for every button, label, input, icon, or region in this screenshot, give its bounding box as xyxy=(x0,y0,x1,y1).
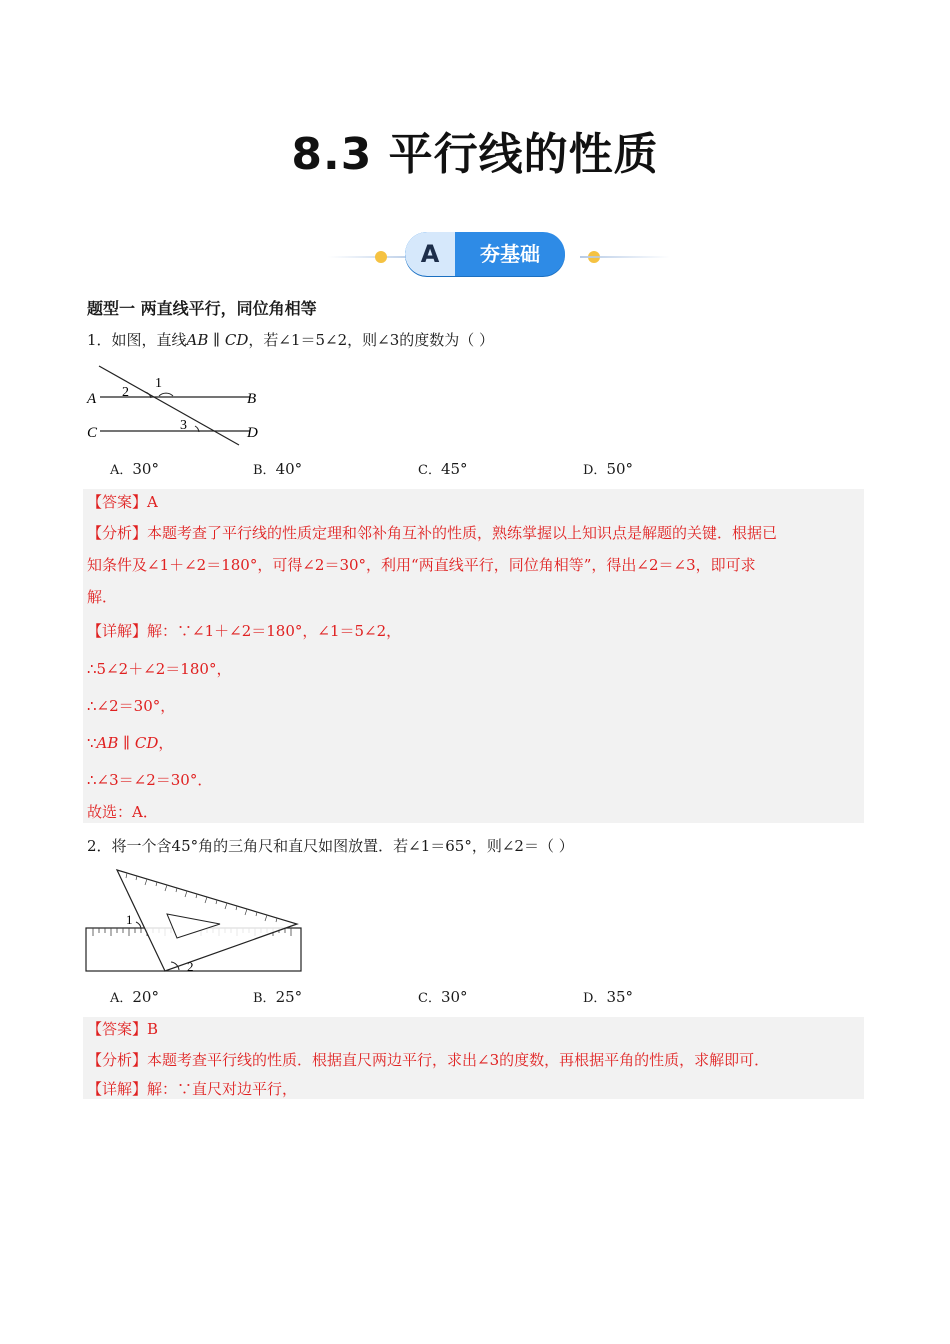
q1-option-b[interactable] xyxy=(253,459,302,481)
q1-stem-math: AB ∥ CD xyxy=(186,331,249,349)
q2-detail-line xyxy=(87,1079,297,1099)
q1-detail-line-5: ∴∠3＝∠2＝30°． xyxy=(87,771,213,789)
detail-math: AB ∥ CD xyxy=(96,734,159,752)
label-a: A xyxy=(87,391,97,407)
label-d: D xyxy=(247,425,258,441)
q1-choose-line: 故选：A． xyxy=(87,803,158,821)
option-value: 30° xyxy=(440,988,468,1006)
label-angle-1: 1 xyxy=(155,376,162,391)
section-letter: A xyxy=(405,232,455,276)
q1-detail-line-1 xyxy=(87,621,401,641)
question-1-stem xyxy=(87,330,494,350)
option-value: 35° xyxy=(606,988,634,1006)
q2-option-a[interactable] xyxy=(110,987,159,1009)
q1-answer-box xyxy=(83,489,864,823)
transversal xyxy=(99,366,239,445)
option-label: C． xyxy=(418,463,441,478)
q1-analysis-line-3: 解． xyxy=(87,588,118,606)
detail-tag: 【详解】 xyxy=(87,622,148,640)
detail-text: 解：∵直尺对边平行， xyxy=(147,1080,298,1098)
analysis-tag: 【分析】 xyxy=(87,1051,148,1069)
q2-answer-line xyxy=(87,1019,158,1039)
q2-option-b[interactable] xyxy=(253,987,302,1009)
angle-1-arc xyxy=(159,393,173,396)
option-value: 30° xyxy=(132,460,159,478)
q1-stem-prefix: 1．如图，直线 xyxy=(87,331,187,349)
option-value: 45° xyxy=(440,460,468,478)
label-angle-1: 1 xyxy=(126,912,133,927)
q2-answer-box xyxy=(83,1017,864,1099)
option-value: 25° xyxy=(275,988,303,1006)
section-banner xyxy=(300,228,680,284)
option-label: D． xyxy=(583,463,607,478)
option-label: A． xyxy=(110,991,133,1006)
page-title: 8.3 平行线的性质 xyxy=(291,129,659,180)
q1-detail-line-3: ∴∠2＝30°， xyxy=(87,697,176,715)
label-angle-2: 2 xyxy=(187,959,194,974)
banner-line-right xyxy=(580,256,670,258)
analysis-text-1: 本题考查了平行线的性质定理和邻补角互补的性质，熟练掌握以上知识点是解题的关键．根据已 xyxy=(147,524,778,542)
q1-detail-line-4 xyxy=(87,733,173,753)
detail-tag: 【详解】 xyxy=(87,1080,148,1098)
option-label: A． xyxy=(110,463,133,478)
detail-because: ∵ xyxy=(87,734,97,752)
section-label: 夯基础 xyxy=(480,242,540,266)
label-c: C xyxy=(87,425,98,441)
q2-option-d[interactable] xyxy=(583,987,633,1009)
analysis-tag: 【分析】 xyxy=(87,524,148,542)
q1-analysis-line-1 xyxy=(87,523,777,543)
q1-option-c[interactable] xyxy=(418,459,468,481)
option-label: D． xyxy=(583,991,607,1006)
question-2-stem: 2．将一个含45°角的三角尺和直尺如图放置．若∠1＝65°，则∠2＝（ ） xyxy=(87,837,574,855)
q1-stem-rest: ，若∠1＝5∠2，则∠3的度数为（ ） xyxy=(248,331,495,349)
option-value: 20° xyxy=(132,988,159,1006)
option-value: 50° xyxy=(606,460,634,478)
label-b: B xyxy=(247,391,257,407)
q1-detail-line-2: ∴5∠2＋∠2＝180°， xyxy=(87,660,232,678)
q1-answer-line xyxy=(87,492,158,512)
answer-value: B xyxy=(147,1020,159,1038)
banner-dot-left xyxy=(375,251,387,263)
q1-option-d[interactable] xyxy=(583,459,633,481)
q2-option-c[interactable] xyxy=(418,987,468,1009)
q1-figure xyxy=(85,362,265,450)
q2-figure xyxy=(85,866,305,976)
answer-value: A xyxy=(147,493,158,511)
section-pill xyxy=(405,232,565,276)
q2-analysis-line xyxy=(87,1050,769,1070)
topic-heading: 题型一 两直线平行，同位角相等 xyxy=(87,299,317,318)
answer-tag: 【答案】 xyxy=(87,1020,148,1038)
detail-comma: ， xyxy=(158,734,174,752)
answer-tag: 【答案】 xyxy=(87,493,148,511)
option-label: B． xyxy=(253,463,276,478)
option-label: C． xyxy=(418,991,441,1006)
q1-analysis-line-2: 知条件及∠1＋∠2＝180°，可得∠2＝30°，利用“两直线平行，同位角相等”，得出∠2＝∠3，即可求 xyxy=(87,556,756,574)
option-label: B． xyxy=(253,991,276,1006)
option-value: 40° xyxy=(275,460,303,478)
label-angle-2: 2 xyxy=(122,385,129,400)
label-angle-3: 3 xyxy=(180,418,187,433)
analysis-text: 本题考查平行线的性质．根据直尺两边平行，求出∠3的度数，再根据平角的性质，求解即可． xyxy=(147,1051,770,1069)
q1-option-a[interactable] xyxy=(110,459,159,481)
detail-text-1: 解：∵∠1＋∠2＝180°，∠1＝5∠2， xyxy=(147,622,402,640)
